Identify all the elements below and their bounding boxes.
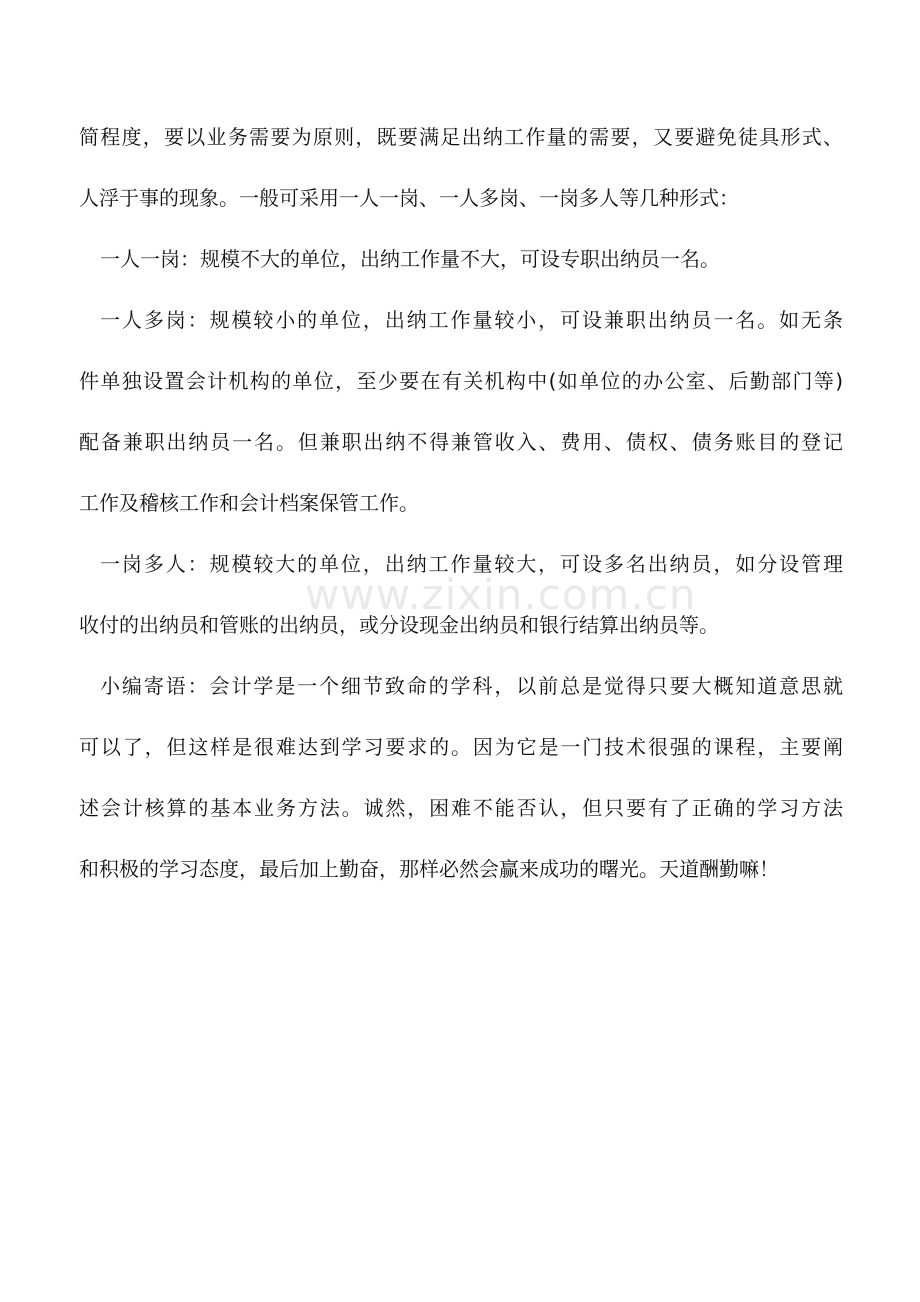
paragraph-line: 简程度，要以业务需要为原则，既要满足出纳工作量的需要，又要避免徒具形式、 (79, 125, 843, 149)
paragraph-line: 工作及稽核工作和会计档案保管工作。 (79, 491, 419, 515)
paragraph-line: 一人多岗：规模较小的单位，出纳工作量较小，可设兼职出纳员一名。如无条 (100, 308, 843, 332)
paragraph-line: 可以了，但这样是很难达到学习要求的。因为它是一门技术很强的课程，主要阐 (79, 735, 843, 759)
watermark: www.zixin.com.cn (305, 570, 697, 619)
paragraph-line: 收付的出纳员和管账的出纳员，或分设现金出纳员和银行结算出纳员等。 (79, 613, 719, 637)
paragraph-line: 和积极的学习态度，最后加上勤奋，那样必然会赢来成功的曙光。天道酬勤嘛！ (79, 857, 779, 881)
paragraph-line: 一人一岗：规模不大的单位，出纳工作量不大，可设专职出纳员一名。 (100, 247, 720, 271)
paragraph-line: 一岗多人：规模较大的单位，出纳工作量较大，可设多名出纳员，如分设管理 (100, 552, 843, 576)
paragraph-line: 小编寄语：会计学是一个细节致命的学科，以前总是觉得只要大概知道意思就 (100, 674, 843, 698)
paragraph-line: 人浮于事的现象。一般可采用一人一岗、一人多岗、一岗多人等几种形式： (79, 186, 739, 210)
paragraph-line: 述会计核算的基本业务方法。诚然，困难不能否认，但只要有了正确的学习方法 (79, 796, 843, 820)
paragraph-line: 配备兼职出纳员一名。但兼职出纳不得兼管收入、费用、债权、债务账目的登记 (79, 430, 843, 454)
paragraph-line: 件单独设置会计机构的单位，至少要在有关机构中(如单位的办公室、后勤部门等) (79, 369, 843, 393)
